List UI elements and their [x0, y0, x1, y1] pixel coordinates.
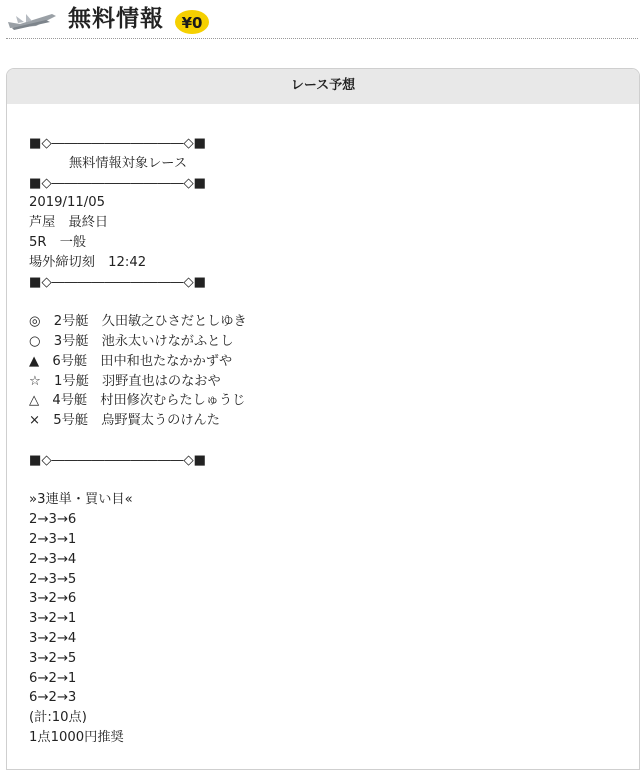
- yen-zero-badge-icon: [174, 8, 210, 36]
- bet-line: 2→3→1: [29, 531, 77, 547]
- bet-line: 6→2→1: [29, 670, 77, 686]
- bet-recommendation: 1点1000円推奨: [29, 729, 124, 745]
- divider-line: ■◇――――――――――◇■: [29, 274, 207, 290]
- race-number: 5R 一般: [29, 234, 87, 250]
- badge-text: ¥0: [181, 14, 203, 32]
- prediction-line: ☆ 1号艇 羽野直也はのなおや: [29, 373, 221, 389]
- race-prediction-panel: [6, 68, 640, 770]
- bet-line: 2→3→5: [29, 571, 77, 587]
- bet-line: 3→2→1: [29, 611, 77, 627]
- panel-body: [7, 104, 639, 748]
- prediction-line: × 5号艇 烏野賢太うのけんた: [29, 413, 220, 429]
- divider-line: ■◇――――――――――◇■: [29, 136, 207, 151]
- page-title: 無料情報: [68, 6, 164, 32]
- header-divider: [6, 38, 638, 39]
- race-date: 2019/11/05: [29, 195, 106, 211]
- prediction-line: ◎ 2号艇 久田敏之ひさだとしゆき: [29, 314, 247, 330]
- bet-heading: »3連単・買い目«: [29, 492, 133, 508]
- divider-line: ■◇――――――――――◇■: [29, 452, 207, 468]
- page-header: [0, 0, 640, 40]
- deadline-time: 場外締切刻 12:42: [29, 254, 147, 270]
- wing-logo-icon: [6, 8, 58, 34]
- panel-title: レース予想: [7, 69, 639, 104]
- bet-line: 3→2→5: [29, 650, 77, 666]
- bet-line: 3→2→6: [29, 591, 77, 607]
- venue-day: 芦屋 最終日: [29, 215, 109, 231]
- prediction-line: △ 4号艇 村田修次むらたしゅうじ: [29, 393, 246, 409]
- bet-line: 3→2→4: [29, 630, 77, 646]
- spacer: [29, 431, 639, 451]
- divider-line: ■◇――――――――――◇■: [29, 175, 207, 191]
- bet-line: 2→3→4: [29, 551, 77, 567]
- bet-line: 2→3→6: [29, 512, 77, 528]
- target-race-title: 無料情報対象レース: [69, 155, 188, 171]
- bet-total: (計:10点): [29, 710, 87, 726]
- bet-line: 6→2→3: [29, 690, 77, 706]
- spacer: [29, 292, 639, 312]
- prediction-line: ○ 3号艇 池永太いけながふとし: [29, 333, 234, 349]
- spacer: [29, 471, 639, 491]
- prediction-line: ▲ 6号艇 田中和也たなかかずや: [29, 353, 233, 369]
